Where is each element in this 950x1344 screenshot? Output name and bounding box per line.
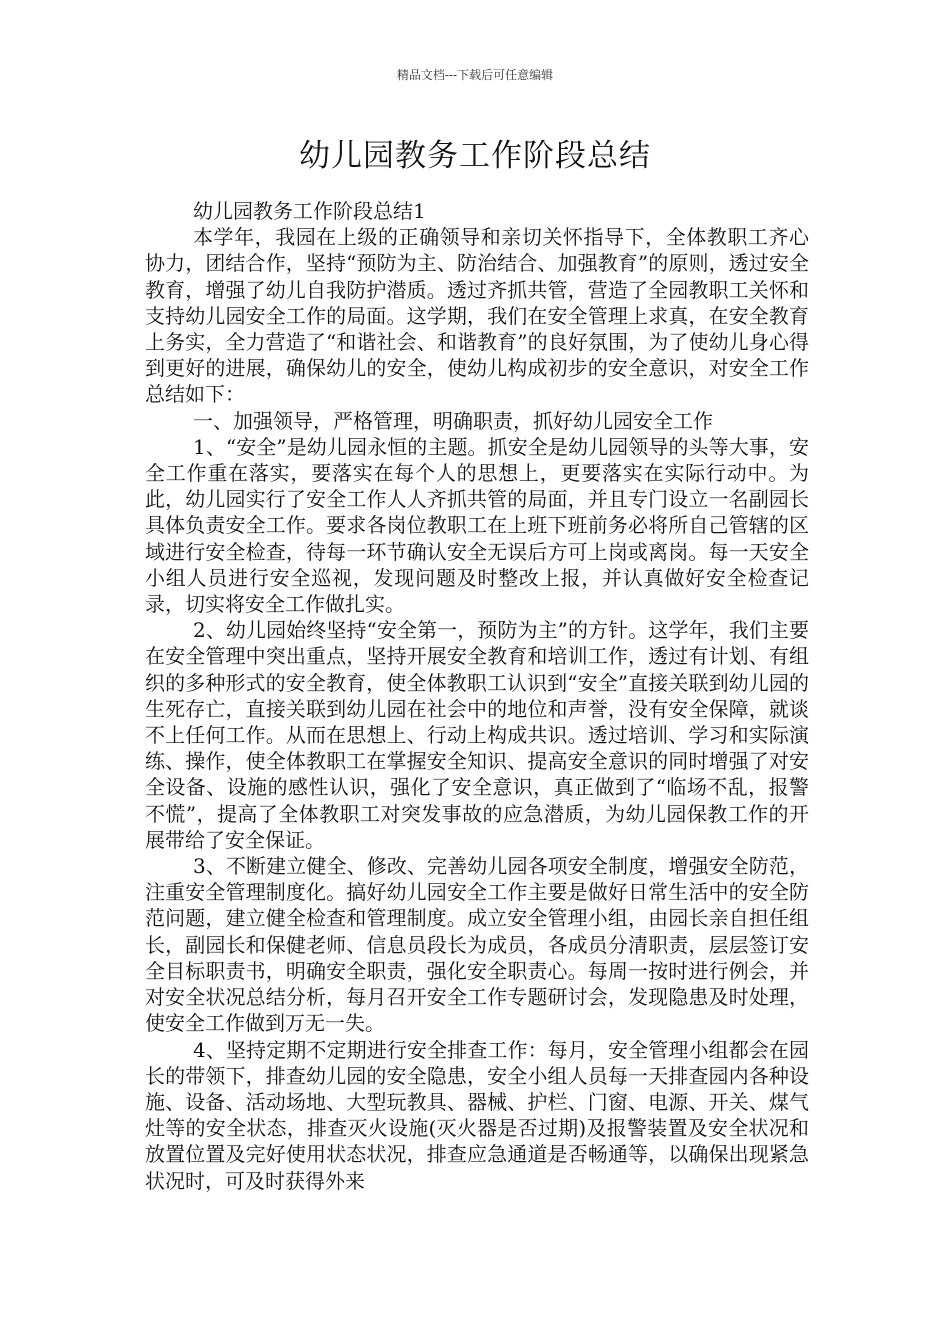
section-heading-1: 一、加强领导，严格管理，明确职责，抓好幼儿园安全工作 [193,408,713,433]
paragraph-item-3: 3、不断建立健全、修改、完善幼儿园各项安全制度，增强安全防范，注重安全管理制度化。搞好幼儿园安全工作主要是做好日常生活中的安全防范问题，建立健全检查和管理制度。成立安全管理小组，由园长亲自担任组长，副园长和保健老师、信息员段长为成员，各成员分清职责，层层签订安全目标职责书，明确安全职责，强化安全职责心。每周一按时进行例会，并对安全状况总结分析，每月召开安全工作专题研讨会，发现隐患及时处理，使安全工作做到万无一失。 [145,854,809,1036]
paragraph-item-2: 2、幼儿园始终坚持“安全第一，预防为主”的方针。这学年，我们主要在安全管理中突出重点，坚持开展安全教育和培训工作，透过有计划、有组织的多种形式的安全教育，使全体教职工认识到“安全”直接关联到幼儿园的生死存亡，直接关联到幼儿园在社会中的地位和声誉，没有安全保障，就谈不上任何工作。从而在思想上、行动上构成共识。透过培训、学习和实际演练、操作，使全体教职工在掌握安全知识、提高安全意识的同时增强了对安全设备、设施的感性认识，强化了安全意识，真正做到了“临场不乱，报警不慌”，提高了全体教职工对突发事故的应急潜质，为幼儿园保教工作的开展带给了安全保证。 [145,618,809,852]
page-header-note: 精品文档---下载后可任意编辑 [396,68,554,82]
document-body [145,198,809,1194]
paragraph-item-4: 4、坚持定期不定期进行安全排查工作：每月，安全管理小组都会在园长的带领下，排查幼儿园的安全隐患，安全小组人员每一天排查园内各种设施、设备、活动场地、大型玩教具、器械、护栏、门窗、电源、开关、煤气灶等的安全状态，排查灭火设施(灭火器是否过期)及报警装置及安全状况和放置位置及完好使用状态状况，排查应急通道是否畅通等，以确保出现紧急状况时，可及时获得外来 [145,1037,809,1193]
document-title: 幼儿园教务工作阶段总结 [299,138,651,174]
paragraph-item-1: 1、“安全”是幼儿园永恒的主题。抓安全是幼儿园领导的头等大事，安全工作重在落实，要落实在每个人的思想上，更要落实在实际行动中。为此，幼儿园实行了安全工作人人齐抓共管的局面，并且专门设立一名副园长具体负责安全工作。要求各岗位教职工在上班下班前务必将所自己管辖的区域进行安全检查，待每一环节确认安全无误后方可上岗或离岗。每一天安全小组人员进行安全巡视，发现问题及时整改上报，并认真做好安全检查记录，切实将安全工作做扎实。 [145,434,809,617]
paragraph-intro: 本学年，我园在上级的正确领导和亲切关怀指导下，全体教职工齐心协力，团结合作，坚持“预防为主、防治结合、加强教育”的原则，透过安全教育，增强了幼儿自我防护潜质。透过齐抓共管，营造了全园教职工关怀和支持幼儿园安全工作的局面。这学期，我们在安全管理上求真，在安全教育上务实，全力营造了“和谐社会、和谐教育”的良好氛围，为了使幼儿身心得到更好的进展，确保幼儿的安全，使幼儿构成初步的安全意识，对安全工作总结如下： [145,225,809,407]
section-subtitle: 幼儿园教务工作阶段总结1 [193,199,426,223]
